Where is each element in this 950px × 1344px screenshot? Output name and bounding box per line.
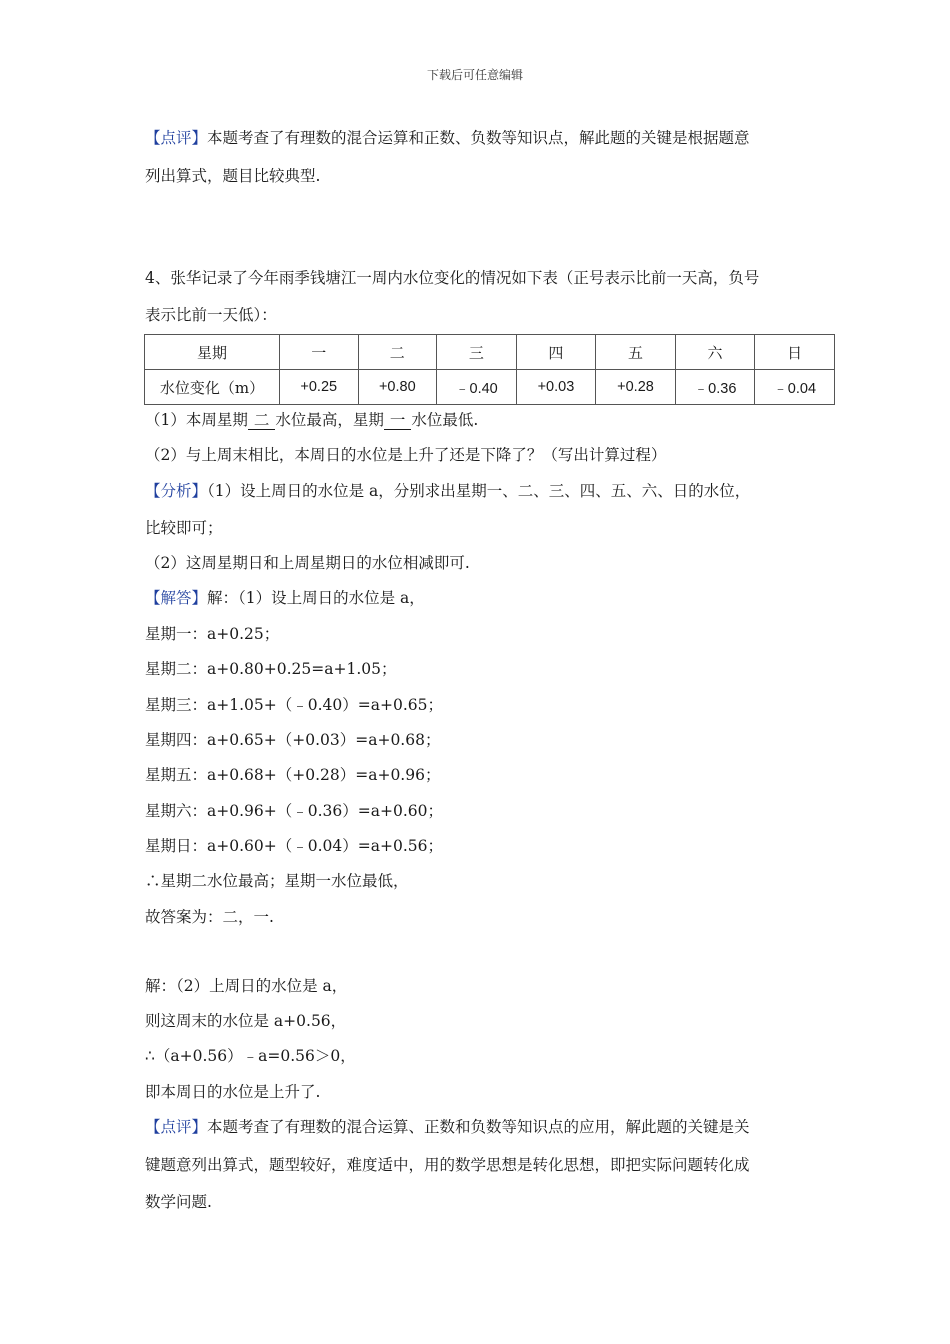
review-text-line: 本题考查了有理数的混合运算和正数、负数等知识点，解此题的关键是根据题意 <box>207 129 750 147</box>
analysis-text-line: （1）设上周日的水位是 a，分别求出星期一、二、三、四、五、六、日的水位， <box>207 482 751 500</box>
table-cell: 二 <box>358 335 437 370</box>
table-cell: +0.03 <box>516 370 596 405</box>
review-text-line: 本题考查了有理数的混合运算、正数和负数等知识点的应用，解此题的关键是关 <box>207 1118 750 1136</box>
part1-middle: 水位最高，星期 <box>275 411 384 429</box>
table-cell: 四 <box>516 335 596 370</box>
solution-step: 星期三：a+1.05+（﹣0.40）=a+0.65； <box>145 696 443 714</box>
table-cell: ﹣0.04 <box>755 370 835 405</box>
table-cell: +0.25 <box>279 370 358 405</box>
question-text-line: 表示比前一天低）： <box>145 306 277 324</box>
review-tag: 【点评】 <box>145 1118 208 1136</box>
part1-suffix: 水位最低. <box>411 411 479 429</box>
solution-step: 星期一：a+0.25； <box>145 625 280 643</box>
solution-step: 星期四：a+0.65+（+0.03）=a+0.68； <box>145 731 441 749</box>
solution-step: 星期二：a+0.80+0.25=a+1.05； <box>145 660 397 678</box>
table-cell: ﹣0.36 <box>675 370 755 405</box>
table-cell: 六 <box>675 335 755 370</box>
solution-part2-line: 解：（2）上周日的水位是 a， <box>145 977 348 995</box>
solution-step: ∴星期二水位最高；星期一水位最低， <box>145 872 409 890</box>
table-cell: 五 <box>596 335 676 370</box>
review-paragraph-1 <box>145 128 750 148</box>
analysis-paragraph <box>145 481 750 501</box>
solution-step: 星期六：a+0.96+（﹣0.36）=a+0.60； <box>145 802 443 820</box>
question-text-line: 4、张华记录了今年雨季钱塘江一周内水位变化的情况如下表（正号表示比前一天高，负号 <box>145 269 760 287</box>
solution-tag: 【解答】 <box>145 589 208 607</box>
part1-prefix: （1）本周星期 <box>145 411 248 429</box>
table-cell: 一 <box>279 335 358 370</box>
analysis-text-line: （2）这周星期日和上周星期日的水位相减即可. <box>145 554 470 572</box>
table-header-cell: 水位变化（m） <box>145 370 280 405</box>
review-text-line: 数学问题. <box>145 1193 212 1211</box>
answer-blank-1: 二 <box>248 412 276 430</box>
analysis-tag: 【分析】 <box>145 482 208 500</box>
solution-step: 星期日：a+0.60+（﹣0.04）=a+0.56； <box>145 837 443 855</box>
part1-question <box>145 410 478 430</box>
solution-paragraph <box>145 588 425 608</box>
solution-part2-line: ∴（a+0.56）﹣a=0.56＞0， <box>145 1047 356 1065</box>
solution-part2-line: 即本周日的水位是上升了. <box>145 1083 321 1101</box>
table-row <box>145 370 835 405</box>
water-level-table <box>144 334 835 405</box>
table-cell: 日 <box>755 335 835 370</box>
table-cell: ﹣0.40 <box>437 370 517 405</box>
analysis-text-line: 比较即可； <box>145 519 223 537</box>
table-row <box>145 335 835 370</box>
review-text-line: 列出算式，题目比较典型. <box>145 167 321 185</box>
table-cell: 三 <box>437 335 517 370</box>
review-text-line: 键题意列出算式，题型较好，难度适中，用的数学思想是转化思想，即把实际问题转化成 <box>145 1156 750 1174</box>
solution-step: 星期五：a+0.68+（+0.28）=a+0.96； <box>145 766 441 784</box>
page-header: 下载后可任意编辑 <box>426 68 523 82</box>
answer-blank-2: 一 <box>384 412 412 430</box>
solution-step: 故答案为：二，一. <box>145 908 274 926</box>
table-cell: +0.80 <box>358 370 437 405</box>
review-tag: 【点评】 <box>145 129 208 147</box>
table-cell: +0.28 <box>596 370 676 405</box>
part2-question: （2）与上周末相比，本周日的水位是上升了还是下降了？（写出计算过程） <box>145 446 667 464</box>
solution-intro: 解：（1）设上周日的水位是 a， <box>207 589 425 607</box>
review-paragraph-2 <box>145 1117 750 1137</box>
table-header-cell: 星期 <box>145 335 280 370</box>
solution-part2-line: 则这周末的水位是 a+0.56， <box>145 1012 347 1030</box>
